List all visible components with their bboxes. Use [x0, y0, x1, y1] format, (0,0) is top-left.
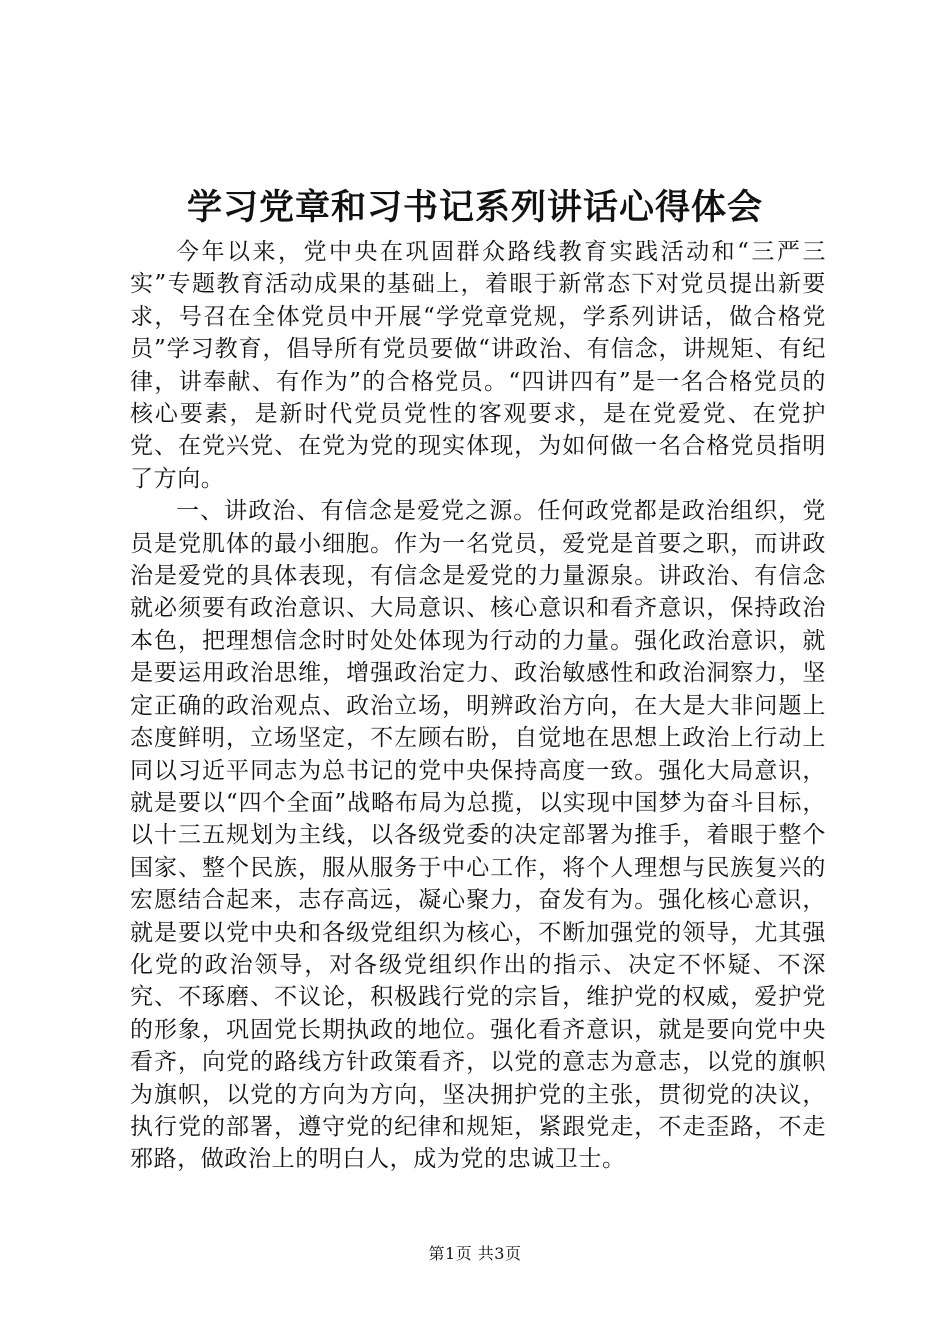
document-title: 学习党章和习书记系列讲话心得体会	[186, 187, 763, 228]
page-number-footer: 第1页 共3页	[428, 1244, 522, 1263]
document-body	[130, 236, 826, 1176]
body-paragraph-section-one: 一、讲政治、有信念是爱党之源。任何政党都是政治组织，党员是党肌体的最小细胞。作为一名党员，爱党是首要之职，而讲政治是爱党的具体表现，有信念是爱党的力量源泉。讲政治、有信念就必须要有政治意识、大局意识、核心意识和看齐意识，保持政治本色，把理想信念时时处处体现为行动的力量。强化政治意识，就是要运用政治思维，增强政治定力、政治敏感性和政治洞察力，坚定正确的政治观点、政治立场，明辨政治方向，在大是大非问题上态度鲜明，立场坚定，不左顾右盼，自觉地在思想上政治上行动上同以习近平同志为总书记的党中央保持高度一致。强化大局意识，就是要以“四个全面”战略布局为总揽，以实现中国梦为奋斗目标，以十三五规划为主线，以各级党委的决定部署为推手，着眼于整个国家、整个民族，服从服务于中心工作，将个人理想与民族复兴的宏愿结合起来，志存高远，凝心聚力，奋发有为。强化核心意识，就是要以党中央和各级党组织为核心，不断加强党的领导，尤其强化党的政治领导，对各级党组织作出的指示、决定不怀疑、不深究、不琢磨、不议论，积极践行党的宗旨，维护党的权威，爱护党的形象，巩固党长期执政的地位。强化看齐意识，就是要向党中央看齐，向党的路线方针政策看齐，以党的意志为意志，以党的旗帜为旗帜，以党的方向为方向，坚决拥护党的主张，贯彻党的决议，执行党的部署，遵守党的纪律和规矩，紧跟党走，不走歪路，不走邪路，做政治上的明白人，成为党的忠诚卫士。	[130, 498, 826, 1173]
body-paragraph-intro: 今年以来，党中央在巩固群众路线教育实践活动和“三严三实”专题教育活动成果的基础上，着眼于新常态下对党员提出新要求，号召在全体党员中开展“学党章党规，学系列讲话，做合格党员”学习教育，倡导所有党员要做“讲政治、有信念，讲规矩、有纪律，讲奉献、有作为”的合格党员。“四讲四有”是一名合格党员的核心要素，是新时代党员党性的客观要求，是在党爱党、在党护党、在党兴党、在党为党的现实体现，为如何做一名合格党员指明了方向。	[130, 239, 826, 492]
